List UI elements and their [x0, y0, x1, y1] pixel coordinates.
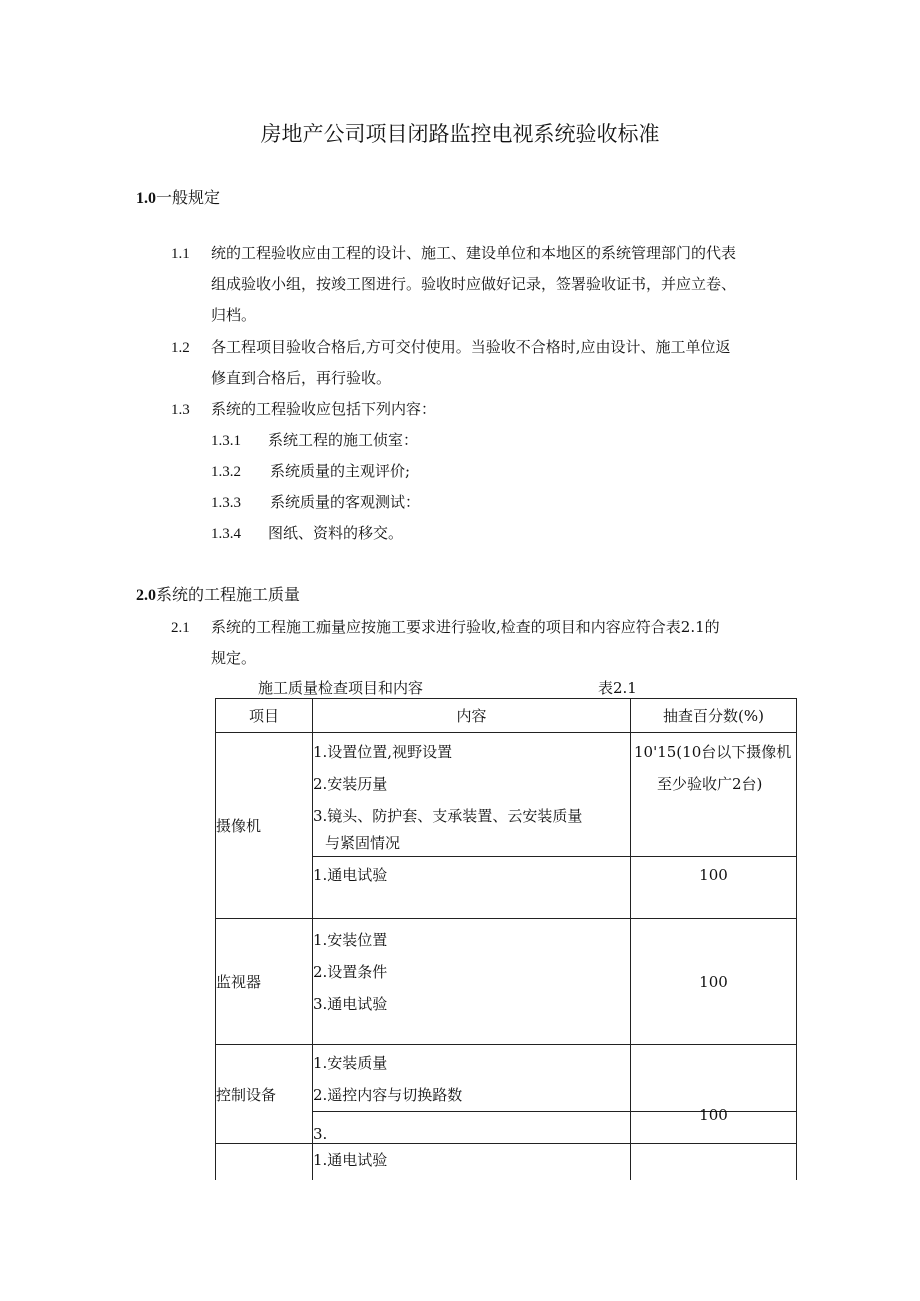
item-1-1-number: 1.1: [171, 246, 190, 262]
item-2-1-line: 系统的工程施工痂量应按施工要求进行验收,检查的项目和内容应符合表2.1的: [211, 618, 720, 636]
percentage-value: 100: [699, 866, 728, 884]
item-1-2-text: [211, 332, 731, 394]
subitem-text: 系统质量的客观测试：: [270, 493, 421, 511]
section-1-heading: [136, 185, 220, 208]
content-line: 1.安装质量: [313, 1054, 388, 1072]
header-percentage: 抽查百分数(%): [631, 699, 797, 733]
content-line: 与紧固情况: [325, 834, 401, 852]
item-1-2-line: 修直到合格后，再行验收。: [211, 369, 392, 387]
control-contents: [313, 1045, 631, 1112]
subitem-text: 系统工程的施工侦室：: [268, 431, 419, 449]
item-2-1-number: 2.1: [171, 620, 190, 636]
monitor-percentage: 100: [631, 919, 797, 1045]
percentage-value: 100: [699, 1106, 728, 1124]
content-line: 2.遥控内容与切换路数: [313, 1086, 463, 1104]
content-line: 1.通电试验: [313, 866, 388, 884]
content-line: 3.通电试验: [313, 995, 388, 1013]
content-line: 2.安装历量: [313, 775, 388, 793]
row-label-control: 控制设备: [216, 1045, 313, 1144]
item-1-2-number: 1.2: [171, 340, 190, 356]
subitem-number: 1.3.3: [211, 495, 241, 511]
item-1-1-text: [211, 238, 736, 331]
item-1-2-line: 各工程项目验收合格后,方可交付使用。当验收不合格时,应由设计、施工单位返: [211, 338, 731, 356]
subitem-number: 1.3.4: [211, 526, 241, 542]
table-row: [216, 1144, 797, 1180]
row-label-last: [216, 1144, 313, 1180]
section-2-number: 2.0: [136, 587, 156, 604]
content-line: 3.镜头、防护套、支承装置、云安装质量: [313, 807, 583, 825]
item-1-1-line: 组成验收小组，按竣工图进行。验收时应做好记录，签署验收证书，并应立卷、: [211, 275, 737, 293]
item-2-1-line: 规定。: [211, 649, 257, 667]
content-line: 1.安装位置: [313, 931, 388, 949]
row-label-camera: 摄像机: [216, 733, 313, 919]
monitor-contents: [313, 919, 631, 1045]
subitem-text: 系统质量的主观评价;: [270, 462, 411, 480]
last-percentage: [631, 1144, 797, 1180]
percentage-line: 10'15(10台以下摄像机: [634, 743, 792, 761]
percentage-line: 至少验收广2台): [657, 775, 763, 793]
table-number: 表2.1: [598, 679, 637, 697]
item-1-3-text: 系统的工程验收应包括下列内容：: [211, 400, 437, 418]
camera-power-test: [313, 857, 631, 919]
item-1-3-number: 1.3: [171, 402, 190, 418]
table-row: [216, 1045, 797, 1112]
row-label-monitor: 监视器: [216, 919, 313, 1045]
subitem-number: 1.3.1: [211, 433, 241, 449]
camera-percentage: [631, 733, 797, 857]
inspection-table: [215, 698, 797, 1180]
header-item: 项目: [216, 699, 313, 733]
content-line: 2.设置条件: [313, 963, 388, 981]
table-row: [216, 919, 797, 1045]
subitem-number: 1.3.2: [211, 464, 241, 480]
item-2-1-text: [211, 612, 720, 674]
item-1-1-line: 统的工程验收应由工程的设计、施工、建设单位和本地区的系统管理部门的代表: [211, 244, 737, 262]
control-content-3: 3.: [313, 1112, 631, 1144]
camera-power-percentage: [631, 857, 797, 919]
content-line: 1.通电试验: [313, 1151, 388, 1169]
table-caption: 施工质量检查项目和内容: [258, 679, 424, 697]
last-contents: [313, 1144, 631, 1180]
control-percentage: [631, 1045, 797, 1124]
content-line: 1.设置位置,视野设置: [313, 743, 453, 761]
header-content: 内容: [313, 699, 631, 733]
section-1-title: 一般规定: [156, 188, 221, 207]
table-header-row: [216, 699, 797, 733]
document-title: 房地产公司项目闭路监控电视系统验收标准: [260, 122, 660, 146]
section-1-number: 1.0: [136, 190, 156, 207]
item-1-1-line: 归档。: [211, 306, 257, 324]
section-2-title: 系统的工程施工质量: [156, 585, 301, 604]
subitem-text: 图纸、资料的移交。: [268, 524, 404, 542]
section-2-heading: [136, 582, 300, 605]
camera-contents: [313, 733, 631, 857]
table-row: [216, 733, 797, 857]
